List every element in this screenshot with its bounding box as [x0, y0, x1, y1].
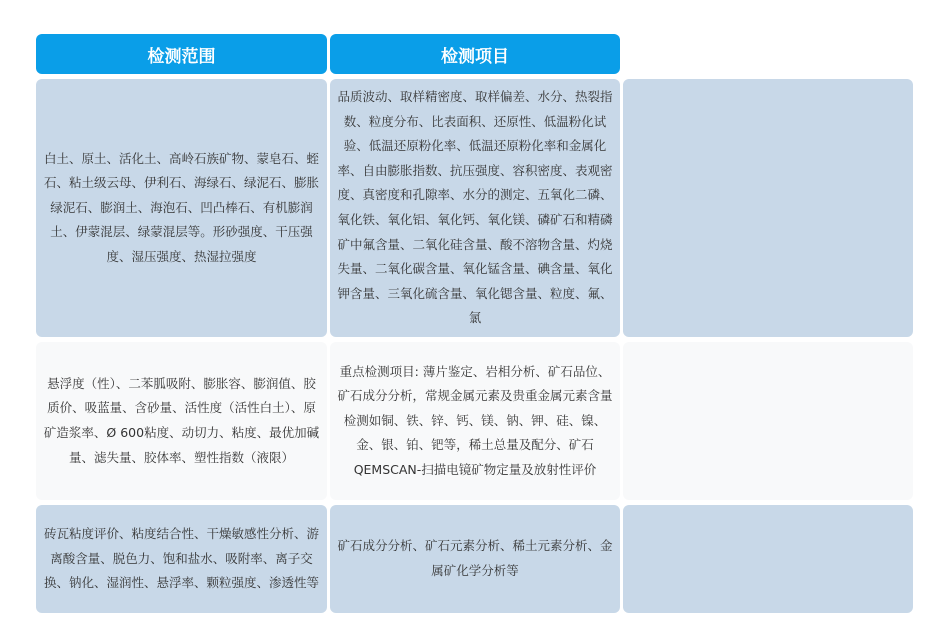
header-row	[36, 34, 913, 74]
header-range: 检测范围	[36, 34, 327, 74]
empty-cell	[623, 505, 913, 613]
header-items: 检测项目	[330, 34, 620, 74]
items-cell: 品质波动、取样精密度、取样偏差、水分、热裂指数、粒度分布、比表面积、还原性、低温粉化试验、低温还原粉化率、低温还原粉化率和金属化率、自由膨胀指数、抗压强度、容积密度、表观密度、真密度和孔隙率、水分的测定、五氧化二磷、氧化铁、氧化铝、氧化钙、氧化镁、磷矿石和精磷矿中氟含量、二氧化硅含量、酸不溶物含量、灼烧失量、二氧化碳含量、氧化锰含量、碘含量、氧化钾含量、三氧化硫含量、氧化锶含量、粒度、氟、氯	[330, 79, 620, 337]
range-cell: 悬浮度（性）、二苯胍吸附、膨胀容、膨润值、胶质价、吸蓝量、含砂量、活性度（活性白土）、原矿造浆率、Ø 600粘度、动切力、粘度、最优加碱量、滤失量、胶体率、塑性指数（液限）	[36, 342, 327, 500]
table-row	[36, 505, 913, 613]
inspection-table	[33, 29, 916, 618]
empty-cell	[623, 342, 913, 500]
range-cell: 白土、原土、活化土、高岭石族矿物、蒙皂石、蛭石、粘土级云母、伊利石、海绿石、绿泥石、膨胀绿泥石、膨润土、海泡石、凹凸棒石、有机膨润土、伊蒙混层、绿蒙混层等。形砂强度、干压强度、湿压强度、热湿拉强度	[36, 79, 327, 337]
header-empty	[623, 34, 913, 74]
table-row	[36, 79, 913, 337]
items-cell: 重点检测项目: 薄片鉴定、岩相分析、矿石品位、矿石成分分析，常规金属元素及贵重金属元素含量检测如铜、铁、锌、钙、镁、钠、钾、硅、镍、金、银、铂、钯等，稀土总量及配分、矿石QEMSCAN-扫描电镜矿物定量及放射性评价	[330, 342, 620, 500]
table-row	[36, 342, 913, 500]
range-cell: 砖瓦粘度评价、粘度结合性、干燥敏感性分析、游离酸含量、脱色力、饱和盐水、吸附率、离子交换、钠化、湿润性、悬浮率、颗粒强度、渗透性等	[36, 505, 327, 613]
items-cell: 矿石成分分析、矿石元素分析、稀土元素分析、金属矿化学分析等	[330, 505, 620, 613]
empty-cell	[623, 79, 913, 337]
